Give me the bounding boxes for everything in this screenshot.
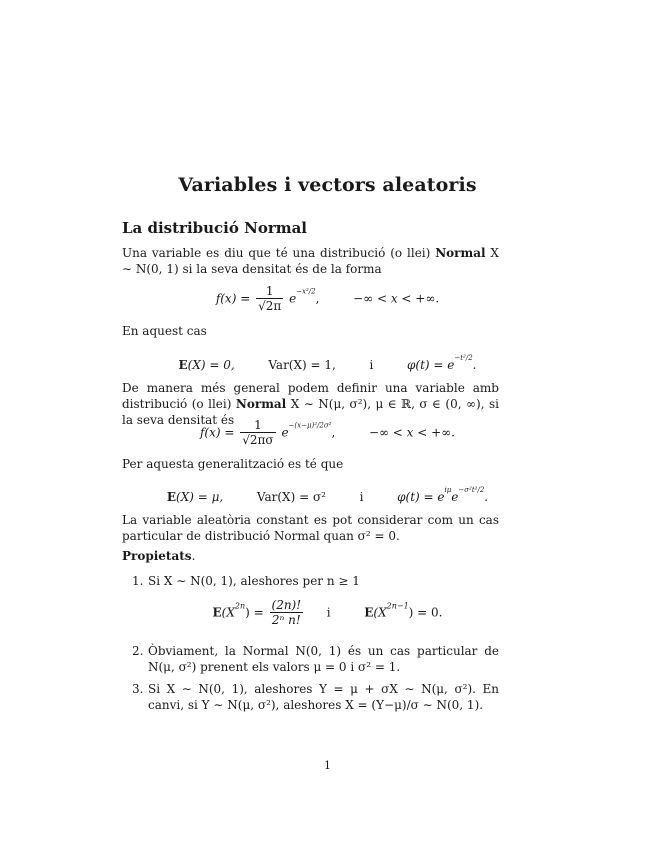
eq4-expectation-symbol: E xyxy=(166,490,177,504)
equation-density-general xyxy=(0,418,655,448)
item1-e-symbol-b: E xyxy=(364,605,374,620)
eq3-denominator: √2πσ xyxy=(242,433,274,447)
eq3-range: −∞ < x < +∞. xyxy=(368,425,455,440)
equation-moments-general xyxy=(0,486,655,504)
eq4-char-mid: e xyxy=(451,490,459,504)
list-item xyxy=(132,643,499,675)
eq3-comma: , xyxy=(331,425,336,440)
paragraph-general-text-a: De manera més general podem definir una variable amb distribució (o llei) xyxy=(122,381,499,411)
eq2-expectation: (X) = 0, xyxy=(187,358,235,372)
eq2-char-exponent: −t²/2 xyxy=(454,354,473,362)
item1-denominator: 2ⁿ n! xyxy=(271,613,301,627)
list-item-text: Si X ∼ N(0, 1), aleshores per n ≥ 1 xyxy=(148,574,360,588)
item1-e-arg-b: (X xyxy=(373,605,387,620)
list-item xyxy=(132,573,499,589)
item1-fraction xyxy=(270,598,304,628)
paragraph-intro xyxy=(122,245,499,277)
eq1-denominator: √2π xyxy=(258,299,282,313)
paragraph-constant: La variable aleatòria constant es pot considerar com un cas particular de distribució Normal quan σ² = 0. xyxy=(122,513,499,543)
paragraph-generalization: Per aquesta generalització es té que xyxy=(122,457,344,471)
section-heading: La distribució Normal xyxy=(122,219,308,237)
item1-e-close-b: ) = 0. xyxy=(408,605,443,620)
paragraph-general-text-b: X ∼ N(μ, σ²), μ ∈ ℝ, σ ∈ (0, ∞), si la seva densitat és xyxy=(122,397,499,427)
properties-dot: . xyxy=(191,549,196,563)
eq2-and: i xyxy=(369,358,374,372)
eq3-exponent: −(x−μ)²/2σ² xyxy=(288,421,332,430)
eq4-char-exponent-2: −σ²t²/2 xyxy=(458,486,485,494)
paragraph-intro-bold: Normal xyxy=(435,246,486,260)
list-item-number: 3. xyxy=(132,682,144,696)
eq2-period: . xyxy=(472,358,477,372)
eq3-numerator: 1 xyxy=(240,418,275,433)
eq4-variance: Var(X) = σ² xyxy=(256,490,326,504)
page-number: 1 xyxy=(324,759,331,772)
equation-density-standard xyxy=(0,284,655,314)
list-item-text: Òbviament, la Normal N(0, 1) és un cas particular de N(μ, σ²) prenent els valors μ = 0 i σ² = 1. xyxy=(148,644,499,674)
paragraph-general-bold: Normal xyxy=(235,397,287,411)
list-item-text: Si X ∼ N(0, 1), aleshores Y = μ + σX ∼ N(μ, σ²). En canvi, si Y ∼ N(μ, σ²), aleshores X = (Y−μ)/σ ∼ N(0, 1). xyxy=(148,682,499,712)
list-item-number: 1. xyxy=(132,574,144,588)
item1-e-exp-b: 2n−1 xyxy=(386,601,409,611)
eq2-char-function: φ(t) = e xyxy=(407,358,455,372)
eq2-variance: Var(X) = 1, xyxy=(268,358,336,372)
properties-label: Propietats xyxy=(122,549,192,563)
eq3-exp-base: e xyxy=(281,425,289,440)
list-item xyxy=(132,681,499,713)
item1-e-symbol-a: E xyxy=(212,605,222,620)
item1-and: i xyxy=(326,605,331,620)
eq2-expectation-symbol: E xyxy=(178,358,188,372)
eq1-comma: , xyxy=(315,291,320,306)
eq3-lhs: f(x) = xyxy=(199,425,239,440)
list-item-number: 2. xyxy=(132,644,144,658)
properties-heading xyxy=(122,548,499,564)
item1-e-exp-a: 2n xyxy=(234,601,246,611)
eq1-exp-base: e xyxy=(289,291,297,306)
eq4-char-function: φ(t) = e xyxy=(397,490,445,504)
item1-numerator: (2n)! xyxy=(271,598,302,612)
eq1-lhs: f(x) = xyxy=(215,291,255,306)
item1-e-close-a: ) = xyxy=(245,605,268,620)
equation-moments-standard xyxy=(0,354,655,372)
item1-e-arg-a: (X xyxy=(221,605,235,620)
eq4-period: . xyxy=(484,490,489,504)
paragraph-intro-text-b: X ∼ N(0, 1) si la seva densitat és de la forma xyxy=(122,246,499,276)
eq3-fraction xyxy=(240,418,275,448)
eq1-range: −∞ < x < +∞. xyxy=(353,291,440,306)
eq1-exponent: −x²/2 xyxy=(296,287,316,296)
paragraph-intro-text-a: Una variable es diu que té una distribució (o llei) xyxy=(122,246,431,260)
page-title: Variables i vectors aleatoris xyxy=(178,174,477,196)
eq1-fraction xyxy=(256,284,283,314)
paragraph-in-this-case: En aquest cas xyxy=(122,324,207,338)
eq4-char-exponent-1: iμ xyxy=(444,486,452,494)
eq1-numerator: 1 xyxy=(256,284,283,299)
eq4-expectation: (X) = μ, xyxy=(176,490,224,504)
equation-even-moments xyxy=(0,598,655,628)
eq4-and: i xyxy=(359,490,364,504)
